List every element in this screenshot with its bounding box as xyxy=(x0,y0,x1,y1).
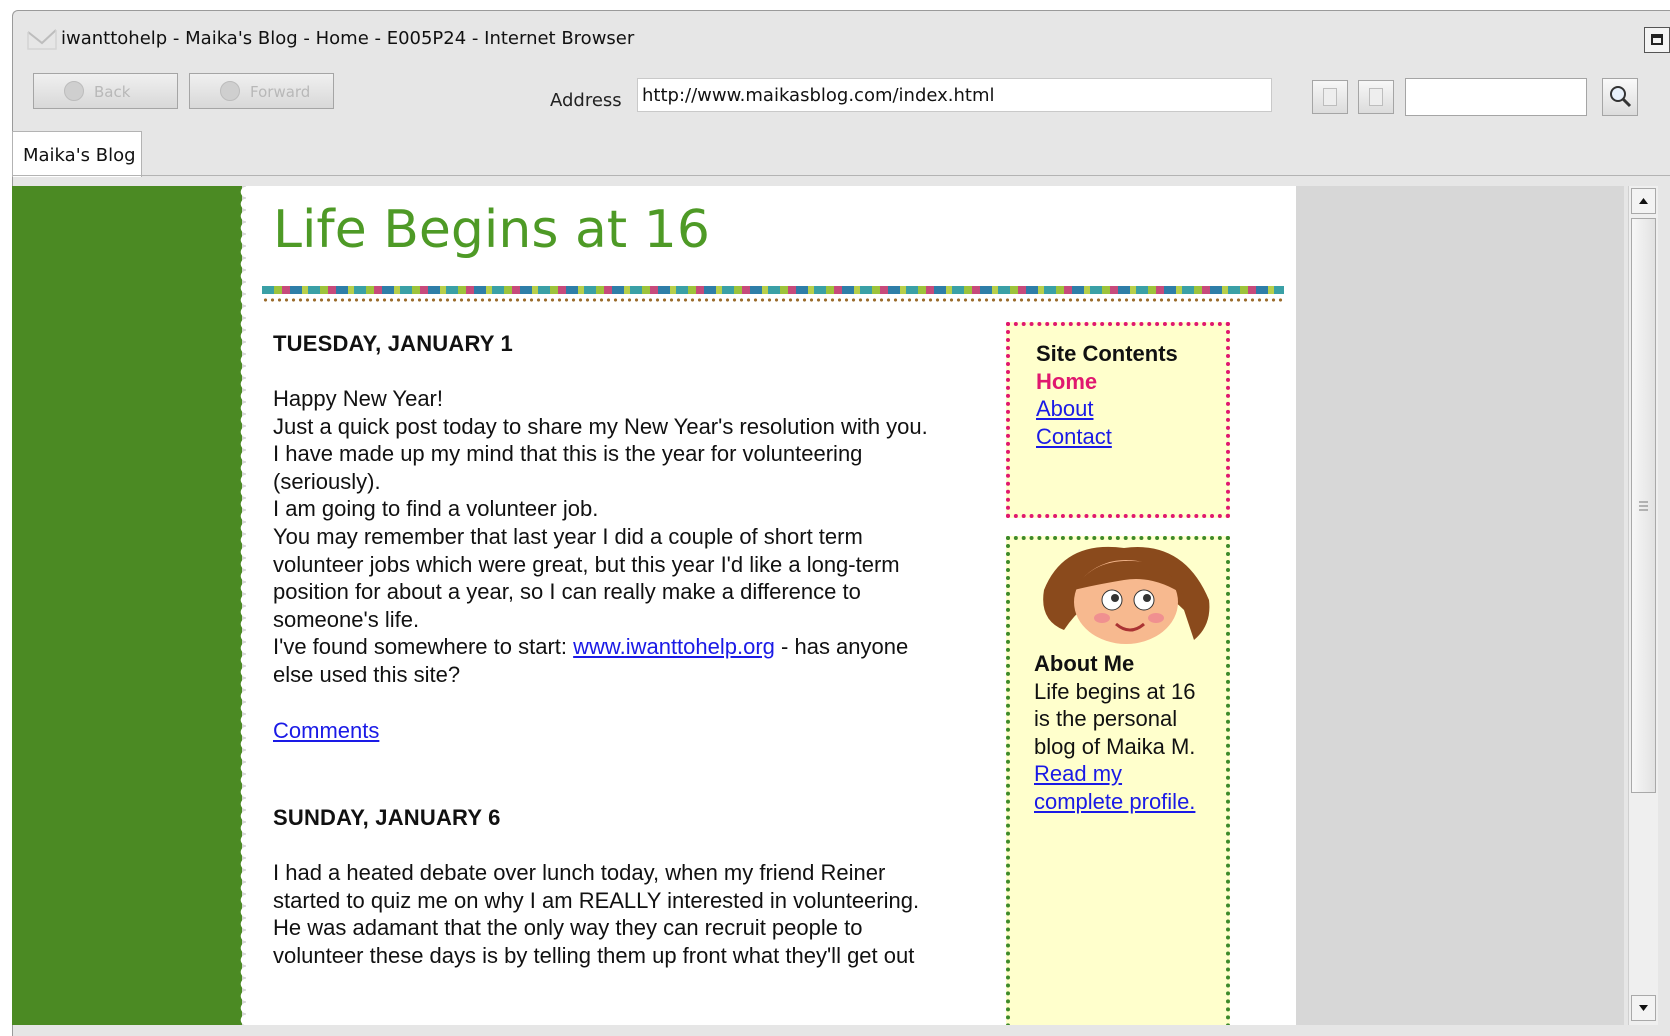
avatar xyxy=(1034,540,1214,650)
page-viewport xyxy=(12,186,1624,1025)
post-line: I am going to find a volunteer job. xyxy=(273,496,599,522)
blog-page xyxy=(246,186,1296,1025)
comments-link[interactable]: Comments xyxy=(273,717,380,743)
paste-button[interactable] xyxy=(1358,80,1394,114)
vertical-scrollbar[interactable] xyxy=(1628,186,1658,1025)
link-suffix: - has anyone else used this site? xyxy=(273,634,909,687)
site-contents-box xyxy=(1006,322,1230,518)
maximize-icon xyxy=(1651,34,1663,45)
iwanttohelp-link[interactable]: www.iwanttohelp.org xyxy=(573,634,775,660)
tab-label: Maika's Blog xyxy=(23,145,136,166)
post-line xyxy=(273,633,923,688)
post-line: I have made up my mind that this is the year for volunteering (seriously). xyxy=(273,441,863,494)
back-button-label: Back xyxy=(94,83,131,101)
profile-link[interactable]: Read my complete profile. xyxy=(1034,761,1196,814)
copy-icon xyxy=(1323,88,1337,106)
post-date: TUESDAY, JANUARY 1 xyxy=(273,331,513,356)
post-body: I had a heated debate over lunch today, when my friend Reiner started to quiz me on why I am REALLY interested in volunteering. He was adamant that the only way they can recruit people to volunteer these days is by telling them up front what they'll get out xyxy=(273,860,920,968)
decorative-stripe xyxy=(262,286,1284,294)
post-line: You may remember that last year I did a couple of short term volunteer jobs which were great, but this year I'd like a long-term position for about a year, so I can really make a difference to someone's life. xyxy=(273,523,900,632)
post-date: SUNDAY, JANUARY 6 xyxy=(273,805,501,830)
forward-button[interactable] xyxy=(189,73,334,109)
scroll-up-button[interactable] xyxy=(1631,188,1656,214)
copy-button[interactable] xyxy=(1312,80,1348,114)
title-bar xyxy=(13,11,1670,67)
post-line: Just a quick post today to share my New Year's resolution with you. xyxy=(273,413,928,439)
magnifier-icon xyxy=(1603,79,1637,115)
post-body xyxy=(273,385,993,744)
nav-link-contact[interactable]: Contact xyxy=(1036,423,1112,449)
arrow-down-icon xyxy=(1632,996,1655,1020)
search-input[interactable] xyxy=(1405,78,1587,116)
back-arrow-icon xyxy=(64,81,84,101)
forward-arrow-icon xyxy=(220,81,240,101)
post-line: Happy New Year! xyxy=(273,386,443,411)
grip-icon xyxy=(1632,219,1655,794)
window-title: iwanttohelp - Maika's Blog - Home - E005P24 - Internet Browser xyxy=(61,28,635,49)
paste-icon xyxy=(1369,88,1383,106)
nav-link-about[interactable]: About xyxy=(1036,396,1094,422)
address-label: Address xyxy=(550,90,622,111)
maximize-button[interactable] xyxy=(1644,27,1670,53)
about-me-heading: About Me xyxy=(1034,651,1135,676)
forward-button-label: Forward xyxy=(250,83,311,101)
scalloped-edge xyxy=(234,186,246,1025)
tab-maikas-blog[interactable] xyxy=(12,131,142,177)
address-input[interactable] xyxy=(637,78,1272,112)
back-button[interactable] xyxy=(33,73,178,109)
site-contents-heading: Site Contents xyxy=(1036,341,1178,366)
decorative-dots xyxy=(262,298,1284,302)
scroll-down-button[interactable] xyxy=(1631,995,1656,1021)
tab-divider xyxy=(12,175,1670,176)
arrow-up-icon xyxy=(1632,189,1655,213)
blog-title: Life Begins at 16 xyxy=(273,200,710,260)
envelope-icon xyxy=(27,29,57,51)
scroll-thumb[interactable] xyxy=(1631,218,1656,793)
link-prefix: I've found somewhere to start: xyxy=(273,634,574,660)
green-sidebar xyxy=(12,186,242,1025)
about-me-box xyxy=(1006,536,1230,1025)
search-button[interactable] xyxy=(1602,78,1638,116)
nav-link-home[interactable]: Home xyxy=(1036,368,1098,394)
about-me-text: Life begins at 16 is the personal blog of Maika M. xyxy=(1034,678,1196,759)
